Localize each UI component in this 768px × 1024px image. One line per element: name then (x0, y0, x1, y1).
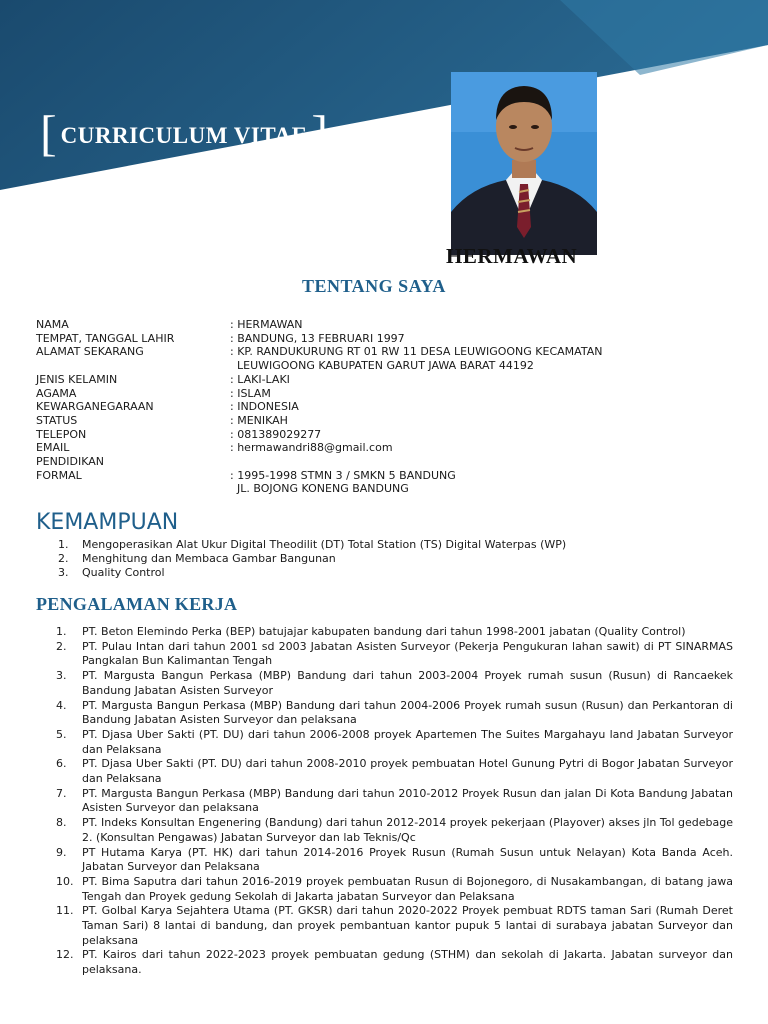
item-text: PT. Margusta Bangun Perkasa (MBP) Bandung dari tahun 2004-2006 Proyek rumah susun (Rusun) dan Perkantoran di Bandung Jabatan Asisten Surveyor dan pelaksana (82, 698, 733, 727)
item-number: 5. (56, 727, 67, 741)
list-item (56, 904, 733, 948)
info-row (36, 318, 650, 332)
skills-list (58, 538, 566, 580)
item-number: 1. (56, 625, 67, 638)
item-text: PT. Indeks Konsultan Engenering (Bandung) dari tahun 2012-2014 proyek pekerjaan (Playover) akses jln Tol gedebage 2. (Konsultan Pengawas) Jabatan Surveyor dan lab Teknis/Qc (82, 816, 733, 844)
header-banner (0, 0, 768, 200)
item-number: 1. (58, 538, 69, 551)
list-item (56, 846, 733, 875)
item-text: PT. Margusta Bangun Perkasa (MBP) Bandung dari tahun 2003-2004 Proyek rumah susun (Rusun) di Rancaekek Bandung Jabatan Asisten Surveyor (82, 669, 733, 697)
item-number: 2. (56, 639, 67, 653)
info-key: KEWARGANEGARAAN (36, 400, 154, 414)
info-value: : 081389029277 (230, 427, 322, 441)
person-name: HERMAWAN (446, 244, 578, 268)
info-key: JENIS KELAMIN (36, 372, 118, 386)
item-text: Menghitung dan Membaca Gambar Bangunan (82, 552, 336, 565)
list-item (56, 625, 733, 640)
profile-photo (451, 72, 597, 255)
info-value: JL. BOJONG KONENG BANDUNG (230, 482, 409, 496)
info-value: : MENIKAH (230, 413, 288, 427)
info-row (36, 359, 650, 373)
item-number: 3. (58, 566, 69, 579)
item-text: PT. Djasa Uber Sakti (PT. DU) dari tahun 2008-2010 proyek pembuatan Hotel Gunung Pytri di Bogor Jabatan Surveyor dan Pelaksana (82, 757, 733, 786)
list-item (58, 552, 566, 566)
info-value: : INDONESIA (230, 400, 299, 414)
portrait-illustration (451, 72, 597, 255)
close-bracket: ] (311, 105, 329, 161)
skills-heading: KEMAMPUAN (36, 510, 179, 535)
info-value: : LAKI-LAKI (230, 372, 290, 386)
list-item (56, 669, 733, 698)
info-row (36, 400, 650, 414)
list-item (58, 538, 566, 552)
info-value: : ISLAM (230, 386, 271, 400)
item-text: PT. Pulau Intan dari tahun 2001 sd 2003 Jabatan Asisten Surveyor (Pekerja Pengukuran lahan sawit) di PT SINARMAS Pangkalan Bun Kalimantan Tengah (82, 639, 733, 668)
info-value: : HERMAWAN (230, 318, 303, 331)
item-text: PT. Djasa Uber Sakti (PT. DU) dari tahun 2006-2008 proyek Apartemen The Suites Margahayu land Jabatan Surveyor dan Pelaksana (82, 727, 733, 756)
personal-info (36, 318, 650, 496)
item-text: PT. Margusta Bangun Perkasa (MBP) Bandung dari tahun 2010-2012 Proyek Rusun dan jalan Di Kota Bandung Jabatan Asisten Surveyor dan pelaksana (82, 786, 733, 815)
info-value (230, 455, 650, 469)
list-item (56, 728, 733, 757)
item-number: 8. (56, 816, 67, 830)
info-key: TELEPON (36, 427, 87, 441)
list-item (56, 640, 733, 669)
info-key: ALAMAT SEKARANG (36, 345, 144, 359)
list-item (56, 816, 733, 845)
info-row (36, 332, 650, 346)
item-text: Quality Control (82, 566, 165, 579)
info-key (36, 482, 230, 496)
info-row (36, 373, 650, 387)
info-row (36, 414, 650, 428)
info-value: : KP. RANDUKURUNG RT 01 RW 11 DESA LEUWIGOONG KECAMATAN (230, 345, 603, 359)
info-row (36, 387, 650, 401)
info-row (36, 482, 650, 496)
info-key: FORMAL (36, 468, 82, 482)
info-key: EMAIL (36, 441, 70, 455)
info-key: PENDIDIKAN (36, 455, 105, 469)
list-item (56, 757, 733, 786)
info-key: NAMA (36, 318, 69, 331)
list-item (56, 787, 733, 816)
cv-title (40, 105, 329, 161)
item-text: Mengoperasikan Alat Ukur Digital Theodilit (DT) Total Station (TS) Digital Waterpas (WP) (82, 538, 567, 551)
info-value: : BANDUNG, 13 FEBRUARI 1997 (230, 331, 405, 345)
email-value[interactable]: : hermawandri88@gmail.com (230, 441, 393, 455)
info-key: STATUS (36, 413, 78, 427)
info-row (36, 455, 650, 469)
item-number: 6. (56, 757, 67, 771)
item-number: 4. (56, 698, 67, 712)
open-bracket: [ (40, 105, 57, 161)
experience-heading: PENGALAMAN KERJA (36, 594, 238, 614)
list-item (58, 566, 566, 580)
info-row (36, 441, 650, 455)
item-text: PT. Bima Saputra dari tahun 2016-2019 proyek pembuatan Rusun di Bojonegoro, di Nusakambangan, di batang jawa Tengah dan Proyek gedung Sekolah di Jakarta jabatan Surveyor dan Pelaksana (82, 874, 733, 903)
item-number: 9. (56, 845, 67, 859)
info-value: : 1995-1998 STMN 3 / SMKN 5 BANDUNG (230, 468, 456, 482)
item-text: PT. Kairos dari tahun 2022-2023 proyek pembuatan gedung (STHM) dan sekolah di Jakarta. Jabatan surveyor dan pelaksana. (82, 948, 733, 977)
info-row (36, 428, 650, 442)
about-heading: TENTANG SAYA (302, 276, 446, 296)
info-key: TEMPAT, TANGGAL LAHIR (36, 331, 175, 345)
info-key (36, 359, 230, 373)
experience-list (56, 625, 733, 978)
info-row (36, 345, 650, 359)
item-number: 10. (56, 874, 74, 888)
item-number: 3. (56, 669, 67, 683)
info-value: LEUWIGOONG KABUPATEN GARUT JAWA BARAT 44192 (230, 359, 534, 373)
list-item (56, 699, 733, 728)
info-row (36, 469, 650, 483)
item-number: 12. (56, 948, 74, 962)
list-item (56, 948, 733, 977)
list-item (56, 875, 733, 904)
cv-title-text: CURRICULUM VITAE (60, 123, 308, 148)
info-key: AGAMA (36, 386, 77, 400)
item-text: PT. Golbal Karya Sejahtera Utama (PT. GKSR) dari tahun 2020-2022 Proyek pembuat RDTS taman Sari (Rumah Deret Taman Sari) 8 lantai di bandung, dan proyek pembantuan kantor pupuk 5 lantai di surabaya jabatan Surveyor dan pelaksana (82, 904, 733, 947)
item-text: PT. Beton Elemindo Perka (BEP) batujajar kabupaten bandung dari tahun 1998-2001 jabatan (Quality Control) (82, 625, 686, 638)
item-number: 11. (56, 904, 74, 918)
item-text: PT Hutama Karya (PT. HK) dari tahun 2014-2016 Proyek Rusun (Rumah Susun untuk Nelayan) Kota Banda Aceh. Jabatan Surveyor dan Pelaksana (82, 845, 733, 874)
item-number: 7. (56, 786, 67, 800)
item-number: 2. (58, 552, 69, 565)
